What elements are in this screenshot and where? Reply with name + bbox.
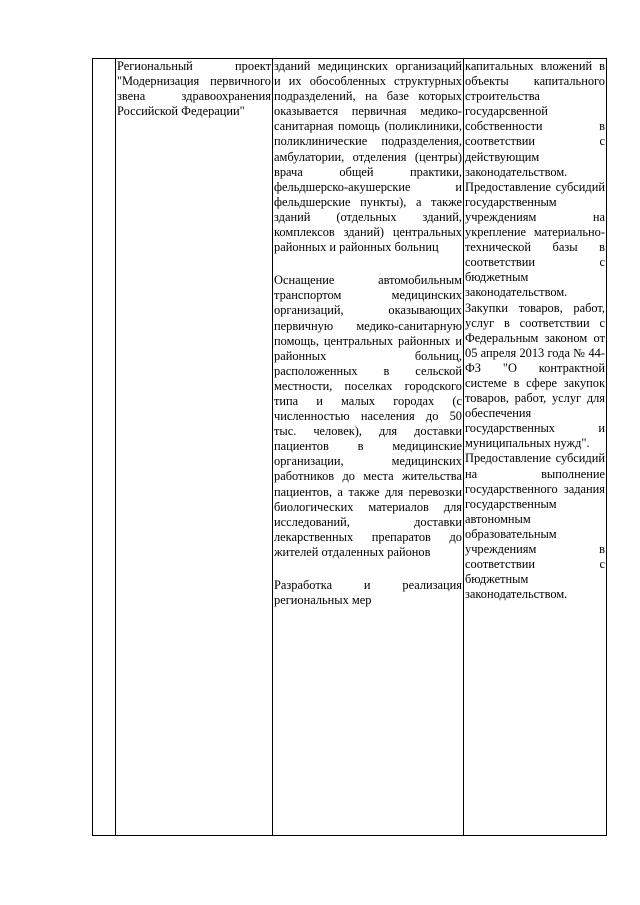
row-number-cell xyxy=(93,59,116,836)
activity-transport: Оснащение автомобильным транспортом медицинских организаций, оказывающих первичную медико-санитарную помощь, центральных районных и районных больниц, расположенных в сельской местности, поселках городского типа и малых городах (с численностью населения до 50 тыс. человек), для доставки пациентов в медицинские организации, медицинских работников до места жительства пациентов, а также для перевозки биологических материалов для исследований, доставки лекарственных препаратов до жителей отдаленных районов xyxy=(274,273,462,559)
activities-cell xyxy=(273,59,464,836)
program-table xyxy=(92,58,607,836)
table-row xyxy=(93,59,607,836)
mechanism-subsidies-state-task: Предоставление субсидий на выполнение государственного задания государственным автономным образовательным учреждениям в соответствии с бюджетным законодательством. xyxy=(465,451,605,602)
mechanism-procurement: Закупки товаров, работ, услуг в соответствии с Федеральным законом от 05 апреля 2013 года № 44-ФЗ "О контрактной системе в сфере закупок товаров, работ, услуг для обеспечения государственных и муниципальных нужд". xyxy=(465,300,605,451)
mechanisms-cell xyxy=(464,59,607,836)
project-name-cell: Региональный проект "Модернизация первичного звена здравоохранения Российской Федерации" xyxy=(116,59,273,836)
activity-regional-measures: Разработка и реализация региональных мер xyxy=(274,578,462,608)
activity-construction: зданий медицинских организаций и их обособленных структурных подразделений, на базе которых оказывается первичная медико-санитарная помощь (поликлиники, поликлинические подразделения, амбулатории, отделения (центры) врача общей практики, фельдшерско-акушерские и фельдшерские пункты), а также зданий (отдельных зданий, комплексов зданий) центральных районных и районных больниц xyxy=(274,59,462,255)
mechanism-subsidies-equipment: Предоставление субсидий государственным учреждениям на укрепление материально-технической базы в соответствии с бюджетным законодательством. xyxy=(465,179,605,300)
mechanism-capital-investment: капитальных вложений в объекты капитального строительства государсвенной собственности в соответствии с действующим законодательством. xyxy=(465,59,605,179)
